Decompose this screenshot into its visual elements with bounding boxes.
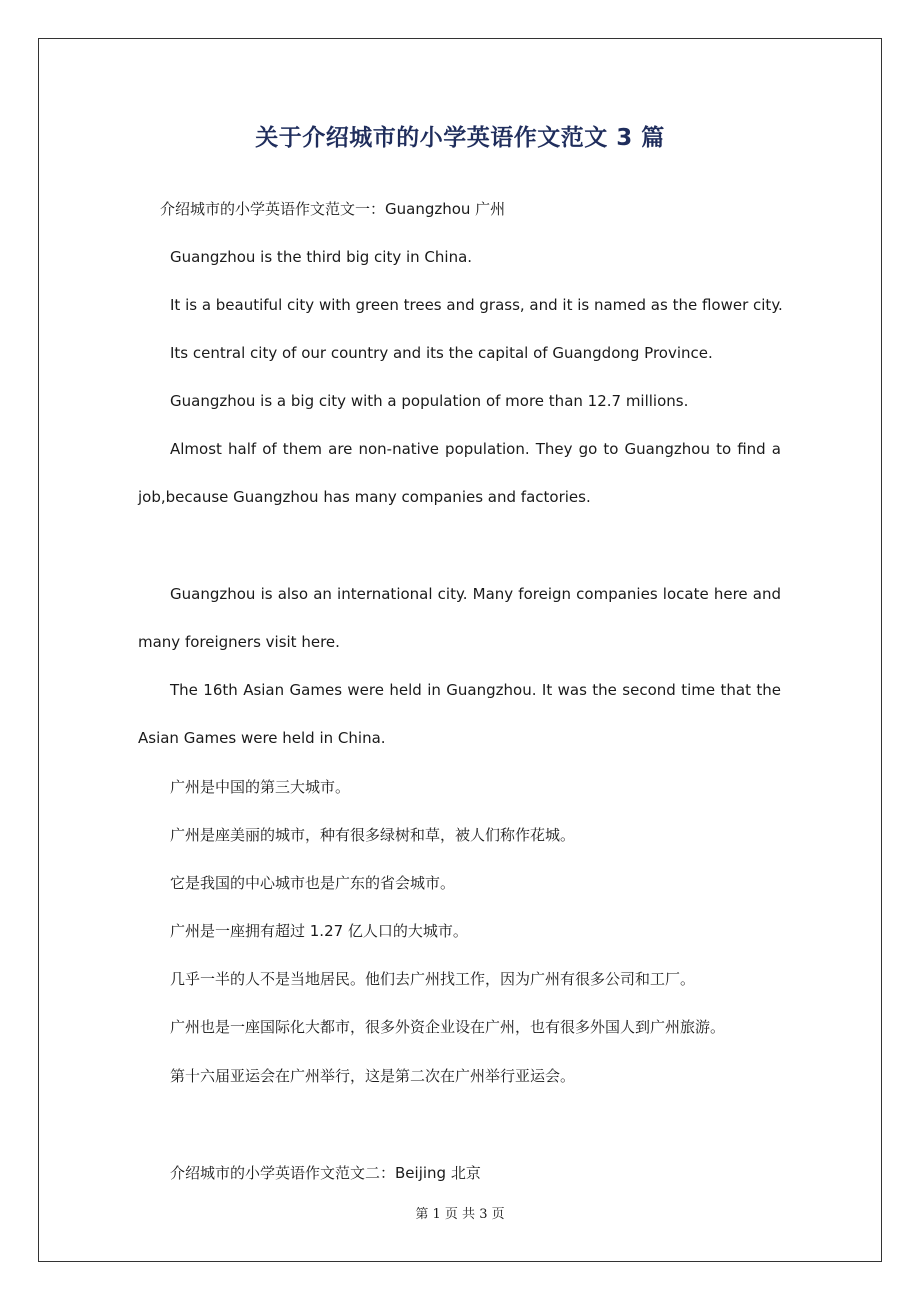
paragraph-zh: 第十六届亚运会在广州举行，这是第二次在广州举行亚运会。 <box>170 1067 576 1085</box>
paragraph-en-continuation: job,because Guangzhou has many companies and factories. <box>138 488 591 506</box>
paragraph-en: Guangzhou is also an international city. Many foreign companies locate here and <box>170 585 781 603</box>
paragraph-zh: 广州是中国的第三大城市。 <box>170 778 351 796</box>
paragraph-zh: 它是我国的中心城市也是广东的省会城市。 <box>170 874 456 892</box>
paragraph-en: It is a beautiful city with green trees and grass, and it is named as the flower city. <box>170 296 783 314</box>
section-heading-guangzhou: 介绍城市的小学英语作文范文一：Guangzhou 广州 <box>160 200 506 218</box>
section-heading-beijing: 介绍城市的小学英语作文范文二：Beijing 北京 <box>170 1164 481 1182</box>
paragraph-zh: 广州是一座拥有超过 1.27 亿人口的大城市。 <box>170 922 468 940</box>
paragraph-zh: 广州也是一座国际化大都市，很多外资企业设在广州，也有很多外国人到广州旅游。 <box>170 1018 726 1036</box>
paragraph-zh: 广州是座美丽的城市，种有很多绿树和草，被人们称作花城。 <box>170 826 576 844</box>
paragraph-zh: 几乎一半的人不是当地居民。他们去广州找工作，因为广州有很多公司和工厂。 <box>170 970 696 988</box>
paragraph-en-continuation: Asian Games were held in China. <box>138 729 386 747</box>
paragraph-en-continuation: many foreigners visit here. <box>138 633 340 651</box>
document-title: 关于介绍城市的小学英语作文范文 3 篇 <box>255 125 665 151</box>
paragraph-en: Guangzhou is the third big city in China. <box>170 248 473 266</box>
paragraph-en: Almost half of them are non-native population. They go to Guangzhou to find a <box>170 440 781 458</box>
page-number-footer: 第 1 页 共 3 页 <box>415 1207 505 1222</box>
paragraph-en: The 16th Asian Games were held in Guangzhou. It was the second time that the <box>170 681 781 699</box>
paragraph-en: Guangzhou is a big city with a population of more than 12.7 millions. <box>170 392 689 410</box>
paragraph-en: Its central city of our country and its the capital of Guangdong Province. <box>170 344 713 362</box>
